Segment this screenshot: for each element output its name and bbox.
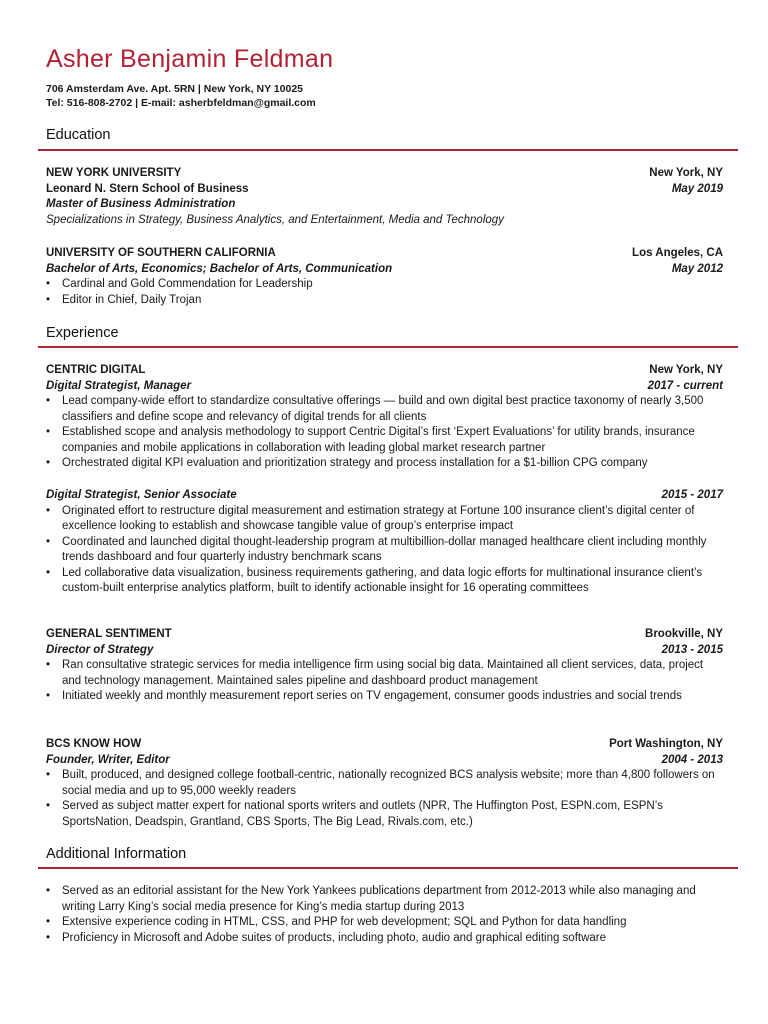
additional-heading: Additional Information	[46, 846, 187, 862]
bcs-entry	[46, 737, 723, 830]
usc-date: May 2012	[671, 262, 723, 275]
nyu-entry	[46, 166, 723, 228]
list-item: • Proficiency in Microsoft and Adobe suites of products, including photo, audio and graphical editing software	[46, 931, 723, 947]
usc-bullets	[46, 277, 723, 308]
list-item: • Originated effort to restructure digital measurement and estimation strategy at Fortune 100 insurance client’s digital center of excellence looking to establish and showcase tangible value of group’s enterprise impact	[46, 504, 723, 535]
candidate-name: Asher Benjamin Feldman	[46, 45, 334, 73]
list-item: • Established scope and analysis methodology to support Centric Digital’s first ‘Expert Evaluations’ for utility brands, insurance companies and mobile applications in collaboration with leading global market research partner	[46, 425, 723, 456]
nyu-specializations: Specializations in Strategy, Business Analytics, and Entertainment, Media and Technology	[46, 213, 504, 226]
bcs-location: Port Washington, NY	[609, 738, 723, 750]
list-item: • Served as an editorial assistant for the New York Yankees publications department from 2012-2013 while also managing and writing Larry King’s social media presence for King’s media startup during 2013	[46, 884, 723, 915]
nyu-school: Leonard N. Stern School of Business	[46, 182, 249, 195]
additional-bullets	[46, 884, 723, 946]
usc-org: UNIVERSITY OF SOUTHERN CALIFORNIA	[46, 247, 276, 259]
centric-entry	[46, 363, 723, 472]
bcs-org: BCS KNOW HOW	[46, 738, 142, 750]
experience-divider	[38, 346, 738, 348]
additional-section-title	[46, 845, 738, 863]
centric-org: CENTRIC DIGITAL	[46, 364, 146, 376]
list-item: • Led collaborative data visualization, business requirements gathering, and data logic efforts for multinational insurance client’s custom-built enterprise analytics platform, built to identify actionable insight for 16 operating committees	[46, 566, 723, 597]
list-item: • Coordinated and launched digital thought-leadership program at multibillion-dollar managed healthcare client including monthly trends dashboard and four quarterly industry benchmark scans	[46, 535, 723, 566]
nyu-org: NEW YORK UNIVERSITY	[46, 167, 182, 179]
list-item: • Ran consultative strategic services for media intelligence firm using social big data. Maintained all client services, data, project and technology management. Maintained sales pipeline and dashboard product management	[46, 658, 723, 689]
centric-dates-senior: 2015 - 2017	[661, 489, 723, 501]
bcs-bullets	[46, 768, 723, 830]
list-item: • Initiated weekly and monthly measurement report series on TV engagement, consumer goods industries and social trends	[46, 689, 723, 705]
usc-location: Los Angeles, CA	[632, 247, 723, 259]
nyu-location: New York, NY	[649, 167, 723, 179]
centric-location: New York, NY	[649, 364, 723, 376]
education-divider	[38, 149, 738, 151]
education-section-title	[46, 126, 738, 144]
centric-role-senior: Digital Strategist, Senior Associate	[46, 489, 237, 501]
centric-senior-bullets	[46, 504, 723, 597]
additional-divider	[38, 867, 738, 869]
list-item: • Editor in Chief, Daily Trojan	[46, 293, 723, 309]
list-item: • Orchestrated digital KPI evaluation and prioritization strategy and process installation for a $1-billion CPG company	[46, 456, 723, 472]
bcs-dates: 2004 - 2013	[661, 753, 723, 766]
general-bullets	[46, 658, 723, 705]
bcs-role: Founder, Writer, Editor	[46, 753, 170, 766]
general-dates: 2013 - 2015	[661, 643, 723, 656]
experience-heading: Experience	[46, 325, 119, 341]
experience-section-title	[46, 324, 738, 342]
education-heading: Education	[46, 127, 111, 143]
address-line: 706 Amsterdam Ave. Apt. 5RN | New York, NY 10025	[46, 83, 303, 95]
list-item: • Built, produced, and designed college football-centric, nationally recognized BCS analysis website; more than 4,800 followers on social media and up to 95,000 weekly readers	[46, 768, 723, 799]
usc-degree: Bachelor of Arts, Economics; Bachelor of Arts, Communication	[46, 262, 393, 275]
general-role: Director of Strategy	[46, 643, 154, 656]
general-org: GENERAL SENTIMENT	[46, 628, 172, 640]
nyu-date: May 2019	[671, 182, 723, 195]
list-item: • Lead company-wide effort to standardize consultative offerings — build and own digital best practice taxonomy of nearly 3,500 classifiers and define scope and relevancy of digital trends for all clients	[46, 394, 723, 425]
contact-line: Tel: 516-808-2702 | E-mail: asherbfeldman@gmail.com	[46, 97, 316, 109]
additional-entry	[46, 884, 723, 946]
list-item: • Served as subject matter expert for national sports writers and outlets (NPR, The Huffington Post, ESPN.com, ESPN’s SportsNation, Deadspin, Grantland, CBS Sports, The Big Lead, Rivals.com, etc.)	[46, 799, 723, 830]
list-item: • Cardinal and Gold Commendation for Leadership	[46, 277, 723, 293]
centric-role-manager: Digital Strategist, Manager	[46, 379, 192, 392]
usc-entry	[46, 246, 723, 308]
general-sentiment-entry	[46, 627, 723, 705]
general-location: Brookville, NY	[645, 628, 723, 640]
list-item: • Extensive experience coding in HTML, CSS, and PHP for web development; SQL and Python for data handling	[46, 915, 723, 931]
centric-dates-manager: 2017 - current	[647, 379, 723, 392]
nyu-degree: Master of Business Administration	[46, 198, 236, 210]
centric-senior-entry	[46, 488, 723, 597]
centric-manager-bullets	[46, 394, 723, 472]
